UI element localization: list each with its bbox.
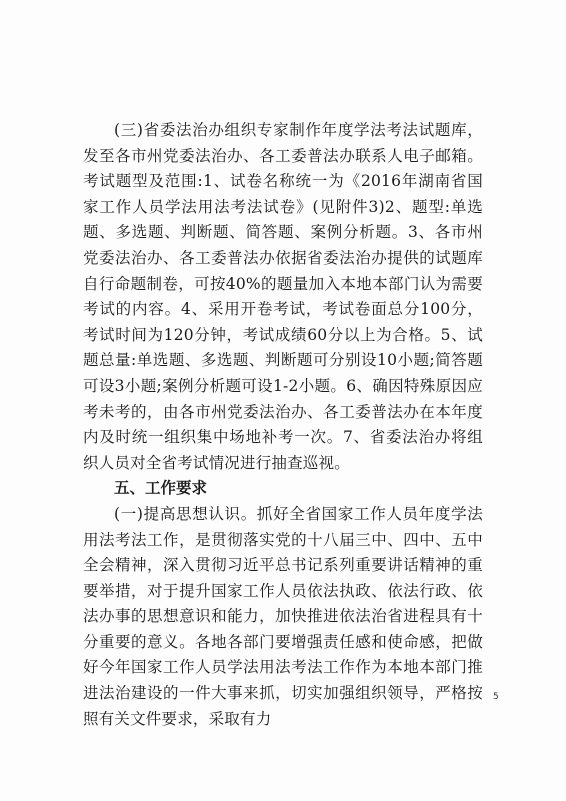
page-number: 5 <box>493 692 499 702</box>
work-requirements-paragraph: (一)提高思想认识。抓好全省国家工作人员年度学法用法考法工作，是贯彻落实党的十八届三中、四中、五中全会精神，深入贯彻习近平总书记系列重要讲话精神的重要举措，对于提升国家工作人员依法执政、依法行政、依法办事的思想意识和能力，加快推进依法治省进程具有十分重要的意义。各地各部门要增强责任感和使命感，把做好今年国家工作人员学法用法考法工作作为本地本部门推进法治建设的一件大事来抓，切实加强组织领导，严格按照有关文件要求，采取有力 <box>83 504 483 728</box>
exam-arrangement-paragraph: (三)省委法治办组织专家制作年度学法考法试题库，发至各市州党委法治办、各工委普法办联系人电子邮箱。考试题型及范围:1、试卷名称统一为《2016年湖南省国家工作人员学法用法考法试卷》(见附件3)2、题型:单选题、多选题、判断题、简答题、案例分析题。3、各市州党委法治办、各工委普法办依据省委法治办提供的试题库自行命题制卷，可按40%的题量加入本地本部门认为需要考试的内容。4、采用开卷考试，考试卷面总分100分，考试时间为120分钟，考试成绩60分以上为合格。5、试题总量:单选题、多选题、判断题可分别设10小题;简答题可设3小题;案例分析题可设1-2小题。6、确因特殊原因应考未考的，由各市州党委法治办、各工委普法办在本年度内及时统一组织集中场地补考一次。7、省委法治办将组织人员对全省考试情况进行抽查巡视。 <box>83 121 483 472</box>
document-body <box>83 118 483 732</box>
section-heading: 五、工作要求 <box>114 479 208 498</box>
